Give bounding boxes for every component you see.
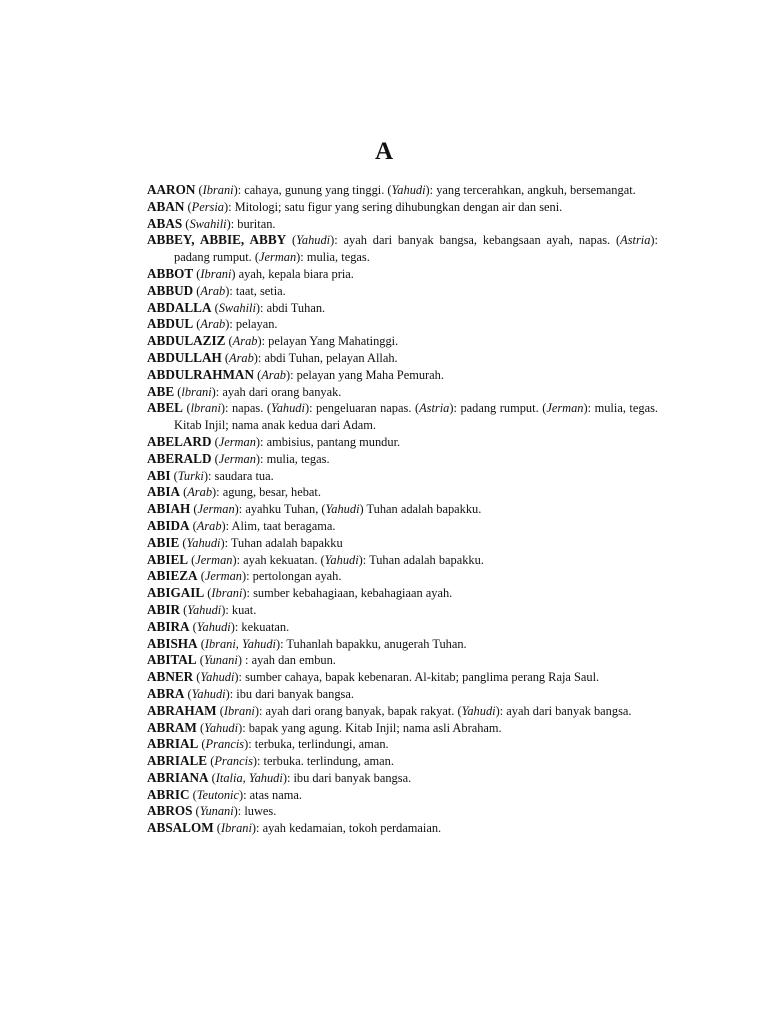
dictionary-entry	[147, 484, 658, 501]
entry-origin-language: Astria	[620, 233, 651, 248]
dictionary-entry	[147, 333, 658, 350]
entry-text: (	[214, 300, 219, 315]
entry-meaning: ): ibu dari banyak bangsa.	[282, 770, 412, 785]
entry-text: (	[173, 468, 178, 483]
entry-meaning: ): padang rumput. (	[449, 401, 547, 416]
dictionary-entry	[147, 232, 658, 266]
dictionary-entry	[147, 720, 658, 737]
entry-text: (	[214, 434, 219, 449]
entry-origin-language: Swahili	[218, 300, 256, 315]
entry-text: (	[191, 552, 196, 567]
dictionary-entry	[147, 451, 658, 468]
entry-text: (	[177, 384, 182, 399]
entry-text: (	[187, 199, 192, 214]
entry-meaning: ): mulia, tegas. Kitab Injil; nama anak kedua dari Adam.	[174, 401, 658, 433]
entry-origin-language: Yahudi	[200, 670, 235, 685]
entry-origin-language: Ibrani	[202, 183, 234, 197]
entry-meaning: ) Tuhan adalah bapakku.	[359, 502, 482, 517]
entry-text: (	[207, 586, 212, 601]
entry-headword: ABRAHAM	[147, 702, 217, 718]
dictionary-entry	[147, 400, 658, 434]
entry-headword: ABITAL	[147, 652, 197, 668]
entry-meaning: ): napas. (	[220, 401, 271, 416]
entry-origin-language: Ibrani, Yahudi	[204, 636, 276, 651]
entry-meaning: ): luwes.	[233, 804, 277, 819]
entry-origin-language: Yahudi	[191, 686, 226, 701]
entry-origin-language: Arab	[261, 367, 287, 382]
entry-text: (	[199, 720, 205, 735]
entry-headword: ABDULLAH	[147, 349, 222, 365]
dictionary-entry	[147, 753, 658, 770]
entry-meaning: ): ayah dari orang banyak.	[211, 384, 342, 399]
entry-meaning: ): saudara tua.	[203, 468, 274, 483]
dictionary-entry	[147, 199, 658, 216]
entry-headword: ABBOT	[147, 265, 194, 281]
entry-text: (	[214, 451, 219, 466]
entry-origin-language: Yahudi	[196, 619, 231, 634]
entry-meaning: ): Tuhanlah bapakku, anugerah Tuhan.	[275, 636, 467, 651]
dictionary-entry	[147, 367, 658, 384]
entry-origin-language: Arab	[200, 283, 226, 298]
entry-meaning: ): abdi Tuhan, pelayan Allah.	[253, 350, 398, 365]
entry-meaning: ): agung, besar, hebat.	[212, 485, 321, 500]
entry-headword: ABIRA	[147, 618, 190, 634]
entry-meaning: ): ayah dari orang banyak, bapak rakyat. (	[254, 703, 462, 718]
entry-meaning: ): ayah dari banyak bangsa.	[495, 703, 632, 718]
entry-headword: ABDULAZIZ	[147, 333, 226, 349]
entry-headword: ABIEL	[147, 551, 189, 567]
entry-meaning: ): pengeluaran napas. (	[304, 401, 420, 416]
entry-origin-language: Jerman	[197, 502, 235, 517]
entry-meaning: ): padang rumput. (	[174, 233, 658, 265]
dictionary-entry	[147, 468, 658, 485]
entry-origin-language: Yahudi	[186, 535, 221, 550]
entry-meaning: ): sumber kebahagiaan, kebahagiaan ayah.	[242, 586, 453, 601]
entry-headword: ABRIC	[147, 786, 190, 802]
entry-meaning: ): pertolongan ayah.	[242, 569, 342, 584]
dictionary-entry	[147, 316, 658, 333]
dictionary-entry	[147, 535, 658, 552]
entry-origin-language: Arab	[232, 334, 258, 349]
dictionary-entry	[147, 585, 658, 602]
entry-headword: ABISHA	[147, 635, 198, 651]
entry-origin-language: Arab	[229, 350, 254, 365]
entry-meaning: ): ayah kekuatan. (	[232, 552, 325, 567]
entry-headword: ABELARD	[147, 433, 212, 449]
entry-meaning: ): atas nama.	[238, 787, 302, 802]
entry-text: (	[182, 535, 187, 550]
entry-origin-language: Turki	[177, 468, 204, 483]
dictionary-entry	[147, 283, 658, 300]
entry-text: (	[219, 703, 224, 718]
dictionary-entry	[147, 501, 658, 518]
entry-headword: ABIA	[147, 484, 180, 500]
entry-origin-language: Yahudi	[461, 703, 496, 718]
entry-origin-language: Arab	[200, 317, 226, 332]
entry-origin-language: Yahudi	[324, 552, 359, 567]
entry-text: (	[224, 350, 229, 365]
dictionary-entry	[147, 266, 658, 283]
entry-origin-language: Persia	[191, 199, 224, 214]
entry-text: (	[292, 233, 297, 248]
dictionary-entry	[147, 736, 658, 753]
entry-text: (	[196, 670, 201, 685]
entry-text: (	[211, 770, 216, 785]
entry-origin-language: Yahudi	[204, 720, 239, 735]
entry-meaning: ): ambisius, pantang mundur.	[255, 434, 401, 449]
entry-origin-language: Italia, Yahudi	[215, 770, 283, 785]
dictionary-entry	[147, 803, 658, 820]
dictionary-entry	[147, 652, 658, 669]
dictionary-entry	[147, 686, 658, 703]
entry-meaning: ): pelayan Yang Mahatinggi.	[257, 334, 399, 349]
entry-headword: ABRIANA	[147, 769, 209, 785]
entry-origin-language: lbrani	[181, 384, 212, 399]
entry-origin-language: Ibrani	[223, 703, 255, 718]
dictionary-entry	[147, 568, 658, 585]
dictionary-entry	[147, 300, 658, 317]
entry-headword: AARON	[147, 182, 196, 197]
entry-origin-language: Jerman	[195, 552, 233, 567]
entry-meaning: ): ayah dari banyak bangsa, kebangsaan ayah, napas. (	[330, 233, 621, 248]
entry-origin-language: Ibrani	[211, 586, 243, 601]
entry-text: (	[196, 317, 201, 332]
entry-headword: ABNER	[147, 669, 194, 685]
entry-origin-language: Yahudi	[296, 233, 331, 248]
entry-text: (	[196, 266, 201, 281]
dictionary-entry	[147, 770, 658, 787]
entry-text: (	[198, 183, 203, 197]
entry-text: (	[200, 569, 205, 584]
entry-text: (	[196, 283, 201, 298]
entry-headword: ABE	[147, 383, 175, 399]
entry-headword: ABIR	[147, 601, 180, 617]
entry-meaning: ): cahaya, gunung yang tinggi. (	[233, 183, 392, 197]
entry-origin-language: Jerman	[204, 569, 242, 584]
dictionary-entry	[147, 602, 658, 619]
dictionary-entry-list	[147, 182, 658, 837]
entry-meaning: ): kuat.	[221, 602, 257, 617]
entry-meaning: ): mulia, tegas.	[296, 250, 370, 265]
dictionary-entry	[147, 703, 658, 720]
entry-origin-language: Arab	[187, 485, 213, 500]
dictionary-entry	[147, 820, 658, 837]
entry-headword: ABSALOM	[147, 820, 214, 836]
dictionary-entry	[147, 787, 658, 804]
entry-meaning: ): abdi Tuhan.	[255, 300, 326, 315]
dictionary-entry	[147, 216, 658, 233]
dictionary-entry	[147, 434, 658, 451]
entry-origin-language: Jerman	[218, 451, 256, 466]
entry-text: (	[216, 821, 221, 836]
entry-meaning: ): bapak yang agung. Kitab Injil; nama asli Abraham.	[238, 720, 502, 735]
entry-origin-language: Yunani	[199, 804, 234, 819]
entry-meaning: ) : ayah dan embun.	[237, 653, 336, 668]
entry-origin-language: Ibrani	[200, 266, 232, 281]
entry-text: (	[183, 485, 188, 500]
dictionary-entry	[147, 350, 658, 367]
entry-headword: ABRIALE	[147, 753, 208, 769]
entry-meaning: ): Tuhan adalah bapakku	[220, 535, 343, 550]
entry-headword: ABERALD	[147, 450, 212, 466]
entry-meaning: ): terbuka. terlindung, aman.	[252, 754, 394, 769]
entry-origin-language: Jerman	[259, 250, 297, 265]
section-letter-heading: A	[374, 138, 394, 165]
entry-text: (	[200, 636, 205, 651]
entry-origin-language: Teutonic	[196, 787, 239, 802]
entry-meaning: ) ayah, kepala biara pria.	[231, 266, 354, 281]
entry-origin-language: Prancis	[214, 754, 253, 769]
entry-origin-language: Jerman	[218, 434, 256, 449]
entry-headword: ABAN	[147, 198, 185, 214]
entry-text: (	[201, 737, 206, 752]
dictionary-entry	[147, 518, 658, 535]
entry-origin-language: Prancis	[205, 737, 245, 752]
entry-headword: ABBEY, ABBIE, ABBY	[147, 232, 287, 248]
entry-meaning: ): ayah kedamaian, tokoh perdamaian.	[251, 821, 442, 836]
entry-meaning: ): Tuhan adalah bapakku.	[358, 552, 484, 567]
entry-text: (	[228, 334, 233, 349]
entry-origin-language: lbrani	[190, 401, 221, 416]
entry-text: (	[192, 518, 197, 533]
entry-headword: ABIDA	[147, 517, 190, 533]
entry-text: (	[199, 653, 204, 668]
entry-text: (	[186, 401, 191, 416]
entry-meaning: ): yang tercerahkan, angkuh, bersemangat.	[425, 183, 636, 197]
entry-text: (	[192, 787, 197, 802]
entry-meaning: ): buritan.	[226, 216, 276, 231]
entry-meaning: ): Mitologi; satu figur yang sering dihubungkan dengan air dan seni.	[223, 199, 563, 214]
entry-text: (	[192, 619, 197, 634]
entry-headword: ABBUD	[147, 282, 194, 298]
entry-origin-language: Yahudi	[391, 183, 426, 197]
entry-text: (	[195, 804, 200, 819]
entry-headword: ABEL	[147, 400, 183, 416]
entry-text: (	[210, 754, 215, 769]
entry-text: (	[183, 602, 188, 617]
entry-meaning: ): Alim, taat beragama.	[221, 518, 336, 533]
entry-origin-language: Ibrani	[220, 821, 252, 836]
entry-headword: ABRA	[147, 685, 185, 701]
dictionary-entry	[147, 384, 658, 401]
entry-meaning: ): sumber cahaya, bapak kebenaran. Al-kitab; panglima perang Raja Saul.	[234, 670, 600, 685]
entry-headword: ABDUL	[147, 316, 194, 332]
entry-headword: ABAS	[147, 215, 183, 231]
dictionary-entry	[147, 619, 658, 636]
dictionary-entry	[147, 552, 658, 569]
entry-meaning: ): ibu dari banyak bangsa.	[225, 686, 354, 701]
entry-headword: ABIEZA	[147, 568, 198, 584]
entry-text: (	[187, 686, 192, 701]
entry-meaning: ): terbuka, terlindungi, aman.	[244, 737, 389, 752]
entry-meaning: ): kekuatan.	[230, 619, 290, 634]
entry-headword: ABRIAL	[147, 736, 199, 752]
entry-headword: ABIE	[147, 534, 180, 550]
entry-headword: ABIGAIL	[147, 585, 205, 601]
dictionary-entry	[147, 669, 658, 686]
entry-meaning: ): pelayan.	[225, 317, 278, 332]
entry-origin-language: Yahudi	[187, 602, 222, 617]
entry-origin-language: Yahudi	[325, 502, 360, 517]
entry-headword: ABIAH	[147, 501, 191, 517]
entry-meaning: ): ayahku Tuhan, (	[234, 502, 326, 517]
entry-origin-language: Yahudi	[270, 401, 305, 416]
entry-meaning: ): pelayan yang Maha Pemurah.	[286, 367, 444, 382]
entry-origin-language: Arab	[196, 518, 222, 533]
entry-origin-language: Jerman	[546, 401, 584, 416]
entry-text: (	[185, 216, 190, 231]
entry-headword: ABI	[147, 467, 171, 483]
entry-headword: ABROS	[147, 803, 193, 819]
entry-headword: ABDALLA	[147, 299, 212, 315]
dictionary-entry	[147, 636, 658, 653]
entry-headword: ABRAM	[147, 719, 197, 735]
entry-origin-language: Swahili	[189, 216, 227, 231]
dictionary-entry	[147, 182, 658, 199]
entry-headword: ABDULRAHMAN	[147, 366, 254, 382]
entry-meaning: ): taat, setia.	[225, 283, 286, 298]
entry-origin-language: Astria	[419, 401, 450, 416]
entry-origin-language: Yunani	[203, 653, 238, 668]
entry-text: (	[193, 502, 198, 517]
entry-text: (	[257, 367, 262, 382]
entry-meaning: ): mulia, tegas.	[255, 451, 330, 466]
